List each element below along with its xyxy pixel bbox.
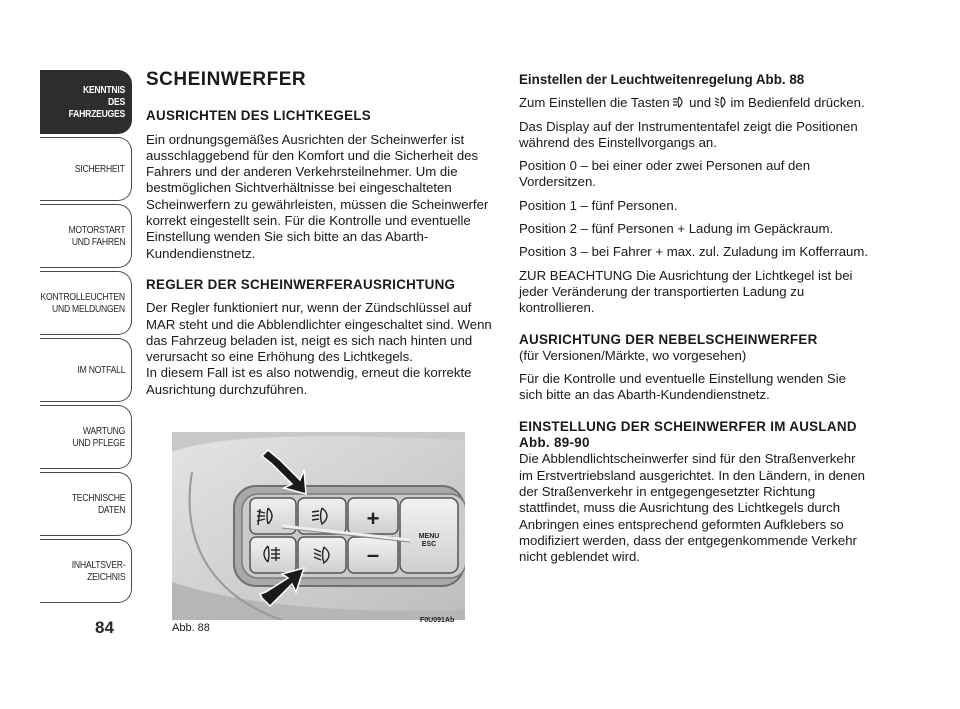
plus-symbol: + <box>366 506 380 531</box>
tab-label: KONTROLLEUCHTEN UND MELDUNGEN <box>40 291 125 315</box>
paragraph: (für Versionen/Märkte, wo vorgesehen) <box>519 347 747 363</box>
tab-label: KENNTNIS DES FAHRZEUGES <box>68 84 125 120</box>
tab-technische-daten[interactable] <box>40 472 132 536</box>
headlight-down-icon <box>715 96 727 108</box>
paragraph-text: Zum Einstellen die Tasten <box>519 95 670 111</box>
paragraph: Position 1 – fünf Personen. <box>519 197 678 213</box>
tab-inhaltsverzeichnis[interactable] <box>40 539 132 603</box>
left-column <box>146 69 498 405</box>
tab-motorstart[interactable] <box>40 204 132 268</box>
section-heading: EINSTELLUNG DER SCHEINWERFER IM AUSLAND Abb. 89-90 <box>519 418 857 451</box>
esc-label: ESC <box>421 541 437 548</box>
tab-label: INHALTSVER- ZEICHNIS <box>71 559 125 583</box>
paragraph: Der Regler funktioniert nur, wenn der Zündschlüssel auf MAR steht und die Abblendlichter eingeschaltet sind. Wenn das Fahrzeug beladen ist, neigt es sich nach hinten und verursacht so eine Erhöhung des Lichtkegels. <box>146 300 492 365</box>
page-number: 84 <box>95 618 114 637</box>
paragraph: Ein ordnungsgemäßes Ausrichten der Scheinwerfer ist ausschlaggebend für den Komfort und die Sicherheit des Fahrers und der anderen Verkehrsteilnehmer. Um die bestmöglichen Sichtverhältnisse bei eingeschalteten Scheinwerfern zu gewährleisten, müssen die Scheinwerfer korrekt eingestellt sein. Für die Kontrolle und eventuelle Einstellung wenden Sie sich bitte an das Abarth-Kundendienstnetz. <box>146 131 489 261</box>
tab-kontrolleuchten[interactable] <box>40 271 132 335</box>
tab-label: TECHNISCHE DATEN <box>71 492 125 516</box>
paragraph <box>519 95 869 111</box>
tab-label: MOTORSTART UND FAHREN <box>68 224 125 248</box>
tab-im-notfall[interactable] <box>40 338 132 402</box>
paragraph: In diesem Fall ist es also notwendig, erneut die korrekte Ausrichtung durchzuführen. <box>146 365 472 397</box>
minus-symbol: – <box>366 542 380 567</box>
tab-wartung[interactable] <box>40 405 132 469</box>
tab-kenntnis[interactable] <box>40 70 132 134</box>
menu-label: MENU <box>418 533 440 540</box>
paragraph: Position 0 – bei einer oder zwei Personen auf den Vordersitzen. <box>519 158 811 190</box>
section-heading: AUSRICHTEN DES LICHTKEGELS <box>146 108 372 124</box>
section-heading: AUSRICHTUNG DER NEBELSCHEINWERFER <box>519 331 818 347</box>
chapter-tabs <box>40 70 132 606</box>
paragraph: Die Abblendlichtscheinwerfer sind für den Straßenverkehr im Erstvertriebsland ausgerichtet. In den Ländern, in denen der Straßenverkehr in entgegengesetzter Richtung stattfindet, muss die Ausrichtung des Lichtkegels durch Anbringen eines entsprechend geformten Aufklebers so modifiziert werden, dass der entgegenkommende Verkehr nicht geblendet wird. <box>519 451 866 565</box>
fog-light-rear-button <box>250 537 296 573</box>
paragraph-text: und <box>689 95 712 111</box>
tab-sicherheit[interactable] <box>40 137 132 201</box>
section-heading: REGLER DER SCHEINWERFERAUSRICHTUNG <box>146 276 456 292</box>
paragraph: Position 3 – bei Fahrer + max. zul. Zuladung im Kofferraum. <box>519 244 869 260</box>
control-panel-illustration <box>172 432 465 620</box>
tab-label: WARTUNG UND PFLEGE <box>72 425 125 449</box>
headlight-up-icon <box>673 96 685 108</box>
right-column <box>519 72 869 572</box>
figure-code: F0U091Ab <box>420 617 455 624</box>
paragraph: Das Display auf der Instrumententafel zeigt die Positionen während des Einstellvorgangs an. <box>519 118 858 150</box>
paragraph: Für die Kontrolle und eventuelle Einstellung wenden Sie sich bitte an das Abarth-Kundendienstnetz. <box>519 371 846 403</box>
tab-label: SICHERHEIT <box>75 163 125 175</box>
paragraph: Position 2 – fünf Personen + Ladung im Gepäckraum. <box>519 221 834 237</box>
figure-caption: Abb. 88 <box>172 622 210 634</box>
paragraph-text: im Bedienfeld drücken. <box>730 95 865 111</box>
headlight-control-figure <box>172 432 465 620</box>
paragraph: ZUR BEACHTUNG Die Ausrichtung der Lichtkegel ist bei jeder Veränderung der transportierten Ladung zu kontrollieren. <box>519 267 853 316</box>
section-heading: Einstellen der Leuchtweitenregelung Abb. 88 <box>519 72 805 87</box>
tab-label: IM NOTFALL <box>77 364 125 376</box>
page-title: SCHEINWERFER <box>146 69 307 90</box>
